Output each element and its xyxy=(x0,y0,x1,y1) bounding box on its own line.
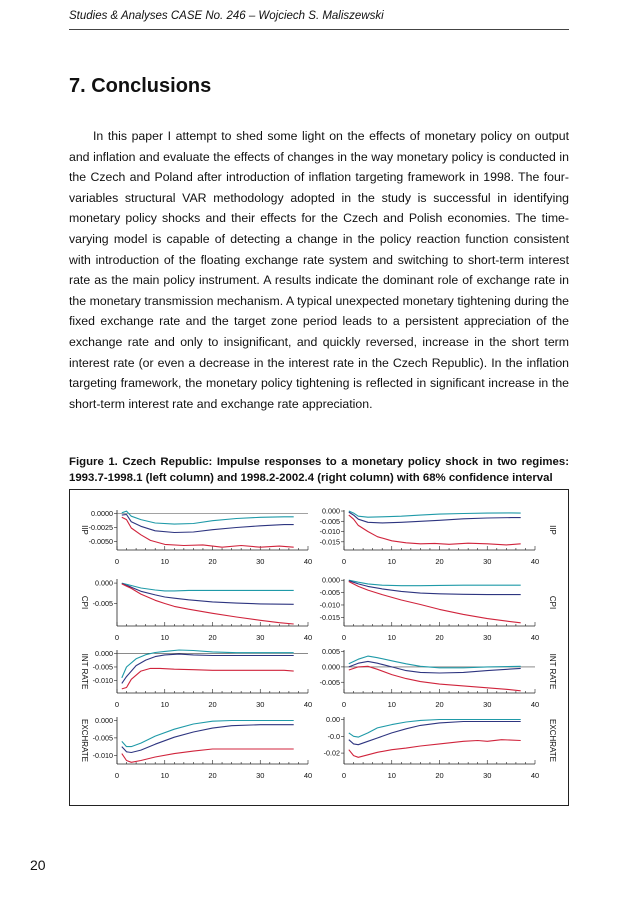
x-tick-label: 20 xyxy=(435,771,444,780)
panel-right-iip xyxy=(320,507,557,566)
x-tick-label: 30 xyxy=(483,633,492,642)
panel-left-exchrate xyxy=(80,716,312,780)
series-line-lower xyxy=(349,740,521,758)
section-title: 7. Conclusions xyxy=(69,75,212,97)
x-tick-label: 30 xyxy=(483,557,492,566)
panel-left-cpi xyxy=(80,579,312,642)
x-tick-label: 30 xyxy=(483,700,492,709)
x-tick-label: 30 xyxy=(483,771,492,780)
series-line-upper xyxy=(349,720,521,738)
x-tick-label: 0 xyxy=(114,633,120,642)
x-tick-label: 40 xyxy=(530,771,540,780)
x-tick-label: 40 xyxy=(303,771,313,780)
x-tick-label: 30 xyxy=(256,771,265,780)
y-tick-label: 0.00 xyxy=(326,715,340,725)
y-axis-label: IIP xyxy=(80,525,89,535)
series-line-lower xyxy=(122,668,294,689)
x-tick-label: 10 xyxy=(387,557,396,566)
series-line-upper xyxy=(122,583,294,591)
y-axis-label: CPI xyxy=(548,595,557,610)
series-line-lower xyxy=(349,515,521,545)
y-tick-label: -0.010 xyxy=(92,676,113,686)
y-axis-label: IIP xyxy=(548,525,557,535)
y-tick-label: 0.000 xyxy=(95,578,113,588)
x-tick-label: 40 xyxy=(303,700,313,709)
panel-left-iip xyxy=(80,509,312,566)
y-tick-label: 0.000 xyxy=(95,648,113,658)
panel-left-int-rate xyxy=(80,649,312,709)
y-tick-label: 0.000 xyxy=(322,506,340,516)
series-line-upper xyxy=(122,511,294,524)
y-tick-label: -0.0050 xyxy=(88,537,113,547)
series-line-median xyxy=(122,725,294,753)
x-tick-label: 40 xyxy=(530,700,540,709)
series-line-upper xyxy=(349,656,521,668)
y-tick-label: 0.0000 xyxy=(91,508,113,518)
x-tick-label: 0 xyxy=(114,771,120,780)
x-tick-label: 10 xyxy=(387,633,396,642)
y-tick-label: -0.015 xyxy=(319,537,340,547)
figure-box xyxy=(69,489,569,806)
x-tick-label: 20 xyxy=(208,771,217,780)
panel-right-cpi xyxy=(320,576,557,642)
series-line-upper xyxy=(122,650,294,678)
y-tick-label: 0.000 xyxy=(322,575,340,585)
x-tick-label: 0 xyxy=(114,557,120,566)
series-line-upper xyxy=(349,511,521,517)
x-tick-label: 20 xyxy=(435,700,444,709)
series-line-median xyxy=(349,722,521,745)
x-tick-label: 0 xyxy=(341,557,347,566)
x-tick-label: 0 xyxy=(341,633,347,642)
x-tick-label: 10 xyxy=(387,700,396,709)
y-tick-label: -0.010 xyxy=(92,750,113,760)
y-tick-label: -0.015 xyxy=(319,612,340,622)
x-tick-label: 20 xyxy=(435,557,444,566)
figure-caption: Figure 1. Czech Republic: Impulse responses to a monetary policy shock in two regimes: 1993.7-1998.1 (left column) and 1998.2-2002.4 (right column) with 68% confidence interval xyxy=(69,456,569,484)
y-tick-label: -0.0 xyxy=(327,731,340,741)
x-tick-label: 40 xyxy=(303,557,313,566)
x-tick-label: 0 xyxy=(341,700,347,709)
x-tick-label: 40 xyxy=(530,557,540,566)
x-tick-label: 20 xyxy=(208,700,217,709)
y-tick-label: -0.005 xyxy=(319,588,340,598)
y-tick-label: -0.005 xyxy=(92,599,113,609)
y-axis-label: INT RATE xyxy=(80,653,89,690)
y-tick-label: -0.010 xyxy=(319,600,340,610)
series-line-upper xyxy=(349,580,521,586)
x-tick-label: 30 xyxy=(256,633,265,642)
series-line-median xyxy=(122,584,294,605)
x-tick-label: 40 xyxy=(530,633,540,642)
series-line-lower xyxy=(122,749,294,762)
x-tick-label: 20 xyxy=(208,557,217,566)
y-tick-label: -0.02 xyxy=(323,748,340,758)
x-tick-label: 10 xyxy=(160,557,169,566)
header-rule xyxy=(69,29,569,30)
x-tick-label: 10 xyxy=(160,771,169,780)
y-axis-label: EXCHRATE xyxy=(80,719,89,762)
y-tick-label: -0.0025 xyxy=(88,522,113,532)
x-tick-label: 0 xyxy=(341,771,347,780)
x-tick-label: 10 xyxy=(387,771,396,780)
y-tick-label: -0.005 xyxy=(92,733,113,743)
x-tick-label: 10 xyxy=(160,700,169,709)
y-axis-label: EXCHRATE xyxy=(548,719,557,762)
y-tick-label: -0.005 xyxy=(319,677,340,687)
y-tick-label: 0.000 xyxy=(322,662,340,672)
x-tick-label: 40 xyxy=(303,633,313,642)
panel-right-exchrate xyxy=(324,715,557,780)
x-tick-label: 20 xyxy=(208,633,217,642)
y-axis-label: CPI xyxy=(80,595,89,610)
x-tick-label: 20 xyxy=(435,633,444,642)
impulse-response-figure xyxy=(70,490,568,805)
y-tick-label: -0.005 xyxy=(319,516,340,526)
y-axis-label: INT RATE xyxy=(548,653,557,690)
y-tick-label: 0.005 xyxy=(322,647,340,657)
x-tick-label: 0 xyxy=(114,700,120,709)
x-tick-label: 10 xyxy=(160,633,169,642)
y-tick-label: -0.005 xyxy=(92,662,113,672)
running-header: Studies & Analyses CASE No. 246 – Wojciech S. Maliszewski xyxy=(69,10,384,22)
conclusions-paragraph: In this paper I attempt to shed some light on the effects of monetary policy on output and inflation and evaluate the effects of changes in the way monetary policy is conducted in the Czech and Poland after introduction of inflation targeting framework in 1998. The four-variables structural VAR methodology adopted in the study is successful in identifying monetary policy shocks and their effects for the Czech and Polish economies. The time-varying model is capable of detecting a change in the policy reaction function consistent with introduction of the floating exchange rate system and switching to short-term interest rate as the main policy instrument. A results indicate the dominant role of exchange rate in the monetary transmission mechanism. A typical unexpected monetary tightening during the fixed exchange rate and the target zone period leads to a persistent appreciation of the exchange rate and only to insignificant, and quickly reversed, increase in the short term interest rate (or even a decrease in the interest rate in the Czech Republic). In the inflation targeting framework, the monetary policy tightening is reflected in significant increase in the short-term interest rate and exchange rate appreciation. xyxy=(69,129,569,411)
x-tick-label: 30 xyxy=(256,700,265,709)
y-tick-label: -0.010 xyxy=(319,527,340,537)
panel-right-int-rate xyxy=(320,647,557,709)
x-tick-label: 30 xyxy=(256,557,265,566)
page-number: 20 xyxy=(30,857,46,873)
y-tick-label: 0.000 xyxy=(95,715,113,725)
